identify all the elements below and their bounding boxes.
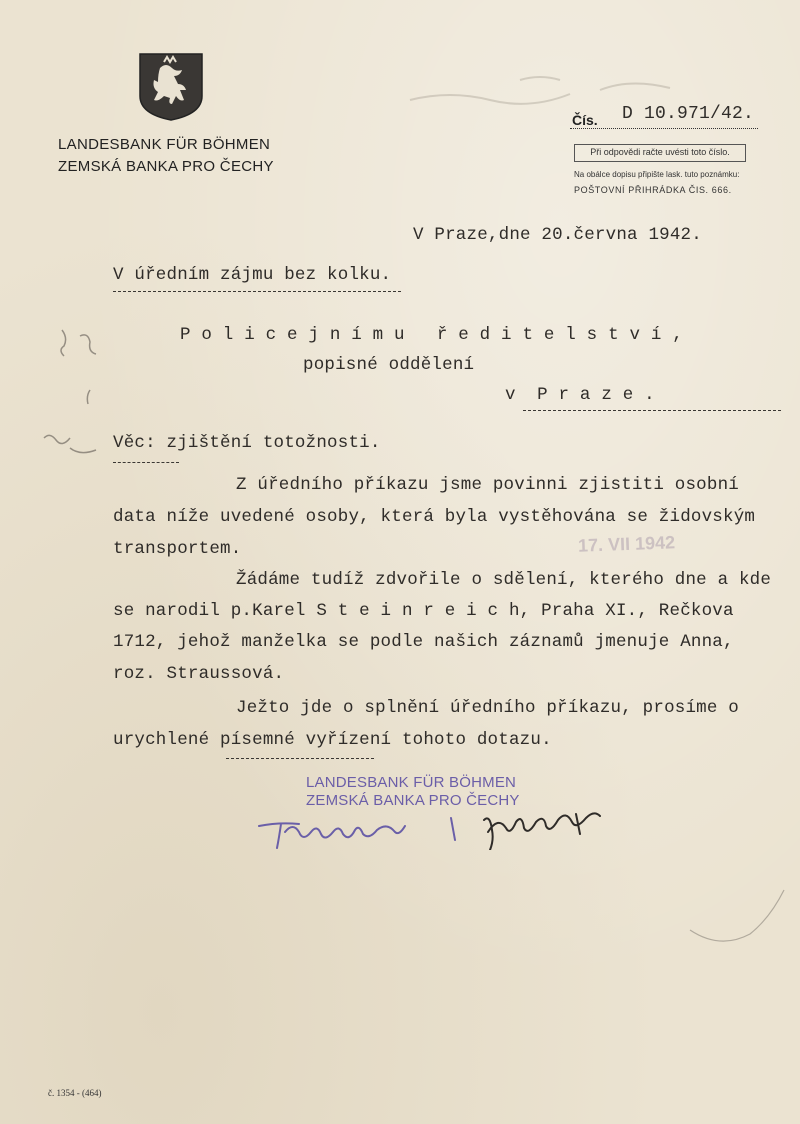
body-line-2: data níže uvedené osoby, která byla vystěhována se židovským: [113, 507, 756, 527]
body-line-1: Z úředního příkazu jsme povinni zjistiti osobní: [236, 475, 739, 495]
subject: Věc: zjištění totožnosti.: [113, 433, 381, 453]
body-line-5: se narodil p.Karel S t e i n r e i c h, Praha XI., Rečkova: [113, 601, 734, 621]
received-stamp: 17. VII 1942: [577, 532, 676, 556]
bank-name-de: LANDESBANK FÜR BÖHMEN: [58, 136, 271, 153]
place-date: V Praze,dne 20.června 1942.: [413, 225, 702, 245]
margin-pencil-marks: [40, 320, 130, 480]
official-note-underline: [113, 291, 401, 292]
envelope-note: Na obálce dopisu připište lask. tuto poznámku:: [574, 170, 740, 179]
recipient-underline: [523, 410, 781, 411]
bleed-through-marks: [400, 60, 760, 120]
body-line-4: Žádáme tudíž zdvořile o sdělení, kterého dne a kde: [236, 570, 772, 590]
stamp-line1: LANDESBANK FÜR BÖHMEN: [306, 774, 517, 791]
recipient-line2: popisné oddělení: [303, 355, 475, 375]
body-line-6: 1712, jehož manželka se podle našich záznamů jmenuje Anna,: [113, 632, 734, 652]
reply-note-box: Při odpovědi račte uvésti toto číslo.: [574, 144, 746, 162]
body-end-underline: [226, 758, 374, 759]
official-note: V úředním zájmu bez kolku.: [113, 265, 392, 285]
ref-label: Čís.: [572, 112, 598, 128]
po-box: POŠTOVNÍ PŘIHRÁDKA ČIS. 666.: [574, 185, 732, 195]
body-line-9: urychlené písemné vyřízení tohoto dotazu.: [113, 730, 552, 750]
recipient-line3: v P r a z e .: [505, 385, 655, 405]
ref-underline: [570, 128, 758, 129]
body-line-3: transportem.: [113, 539, 242, 559]
stamp-line2: ZEMSKÁ BANKA PRO ČECHY: [306, 792, 520, 809]
form-number: č. 1354 - (464): [48, 1088, 102, 1098]
bank-name-cz: ZEMSKÁ BANKA PRO ČECHY: [58, 158, 274, 175]
body-line-7: roz. Straussová.: [113, 664, 285, 684]
signature-black: [478, 810, 628, 850]
ref-number: D 10.971/42.: [622, 104, 755, 124]
coat-of-arms-logo: [138, 52, 204, 122]
signature-violet: [255, 812, 475, 852]
recipient-line1: P o l i c e j n í m u ř e d i t e l s t v í ,: [180, 325, 683, 345]
body-line-8: Ježto jde o splnění úředního příkazu, prosíme o: [236, 698, 739, 718]
pencil-curve: [680, 880, 790, 950]
